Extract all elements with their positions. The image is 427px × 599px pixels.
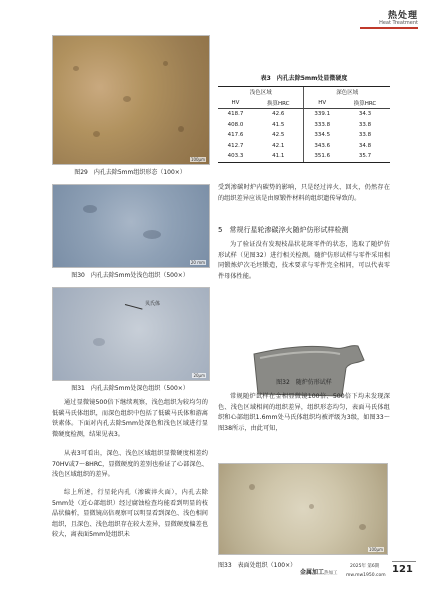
table-cell: 42.6: [272, 111, 285, 118]
journal-section-subtitle: Heat Treatment: [379, 20, 418, 26]
annotation-arrow: [125, 304, 143, 310]
table-column-header: 换算HRC: [340, 98, 390, 109]
journal-section-title: 热处理: [387, 11, 418, 21]
table-cell: 351.6: [304, 151, 340, 162]
table-group-header: 深色区域: [304, 87, 390, 98]
hardness-table: [218, 86, 390, 163]
table-cell: 33.8: [358, 132, 372, 139]
table-cell: 42.5: [272, 132, 285, 139]
body-paragraph: 综上所述，行星轮内孔（渗碳淬火面），内孔去除5mm处（近心部组织）经过腐蚀检查均能看到明显的枝晶状偏析，显微镜高倍观察可以明显看到深色、浅色相间组织，且深色、浅色组织存在较大差异，显微硬度偏差也较大，离表面5mm处组织未: [52, 489, 208, 538]
table-row: [218, 151, 390, 162]
table-column-header: HV: [304, 98, 340, 109]
figure-caption-32: 图32 随炉仿形试样: [276, 379, 332, 386]
body-paragraph: 通过显微镜500倍下继续观察，浅色组织为较均匀的低碳马氏体组织，而深色组织中包括了低碳马氏体和游离铁素体。下面对内孔去除5mm处深色和浅色区域进行显微硬度检测，结果见表3。: [52, 399, 208, 438]
table-cell: 343.6: [304, 141, 340, 152]
micrograph-fig33: [218, 463, 388, 555]
table-cell: 33.8: [358, 121, 372, 128]
scale-bar-label: 100μm: [190, 157, 205, 162]
table-cell: 339.1: [304, 109, 340, 120]
sample-photo-fig32: [250, 340, 368, 398]
journal-url: mw.mw1950.com: [346, 573, 386, 578]
micrograph-fig29: [52, 35, 210, 165]
figure-caption-31: 图31 内孔去除5mm处深色组织（500×）: [71, 385, 189, 392]
table-cell: 34.8: [358, 142, 372, 149]
page-number: 121: [392, 564, 413, 575]
table-row: [218, 120, 390, 131]
table-row: [218, 109, 390, 120]
body-paragraph: 受到渗碳时炉内碳势的影响，只是经过淬火、回火，仍然存在的组织差异应该是由原锻件材料的组织遗传导致的。: [218, 184, 390, 202]
table-column-header: 换算HRC: [253, 98, 304, 109]
micrograph-fig30: [52, 184, 210, 268]
table-group-header: 浅色区域: [218, 87, 304, 98]
table-cell: 34.3: [358, 111, 372, 118]
table-row: [218, 141, 390, 152]
footer-rule: [392, 561, 416, 562]
annotation-label: 贝氏体: [145, 301, 161, 307]
journal-logo: [300, 567, 338, 576]
table-cell: 42.1: [272, 142, 285, 149]
figure-caption-29: 图29 内孔去除5mm组织形态（100×）: [74, 169, 186, 176]
table-caption: 表3 内孔去除5mm处显微硬度: [260, 75, 348, 82]
table-cell: 408.0: [227, 121, 244, 128]
header-rule: [360, 27, 418, 29]
table-cell: 334.5: [304, 130, 340, 141]
table-row: [218, 130, 390, 141]
journal-logo-subtext: 热加工: [324, 571, 338, 576]
journal-logo-text: 金属加工: [300, 569, 325, 576]
table-cell: 417.6: [227, 132, 244, 139]
table-cell: 403.3: [218, 151, 253, 162]
scale-bar-label: 20 mm: [190, 260, 205, 265]
figure-caption-30: 图30 内孔去除5mm处浅色组织（500×）: [71, 272, 189, 279]
body-paragraph: 从表3可看出，深色、浅色区域组织显微硬度相差约70HV或7～8HRC，显微硬度的差别也验证了心部深色、浅色区域组织的差异。: [52, 450, 208, 478]
table-cell: 35.7: [340, 151, 390, 162]
body-paragraph: 常规随炉试样在金相显微镜100倍、500倍下均未发现深色、浅色区域相间的组织差异，组织形态均匀，表面马氏体组织和心部组织1.6mm处马氏体组织均被评级为3级，如图33～图38所示，由此可知，: [218, 393, 390, 432]
figure-caption-33: 图33 表面处组织（100×）: [218, 562, 297, 569]
micrograph-fig31: [52, 287, 210, 381]
table-cell: 412.7: [227, 142, 244, 149]
scale-bar-label: 100μm: [368, 547, 383, 552]
issue-label: 2025年 第6期: [350, 564, 380, 569]
table-cell: 418.7: [227, 111, 244, 118]
table-cell: 41.5: [272, 121, 285, 128]
table-cell: 41.1: [253, 151, 304, 162]
table-column-header: HV: [218, 98, 253, 109]
section-title: 5 常规行星轮渗碳淬火随炉仿形试样检测: [218, 226, 349, 234]
table-cell: 333.8: [304, 120, 340, 131]
scale-bar-label: 20μm: [193, 373, 205, 378]
body-paragraph: 为了验证没有发现枝晶状花斑零件的状态，选取了随炉仿形试样（见图32）进行相关检测。随炉仿形试样与零件采用相同锻炼炉次毛坯锻造，技术要求与零件完全相同，可以代表零件母体性能。: [218, 241, 390, 280]
